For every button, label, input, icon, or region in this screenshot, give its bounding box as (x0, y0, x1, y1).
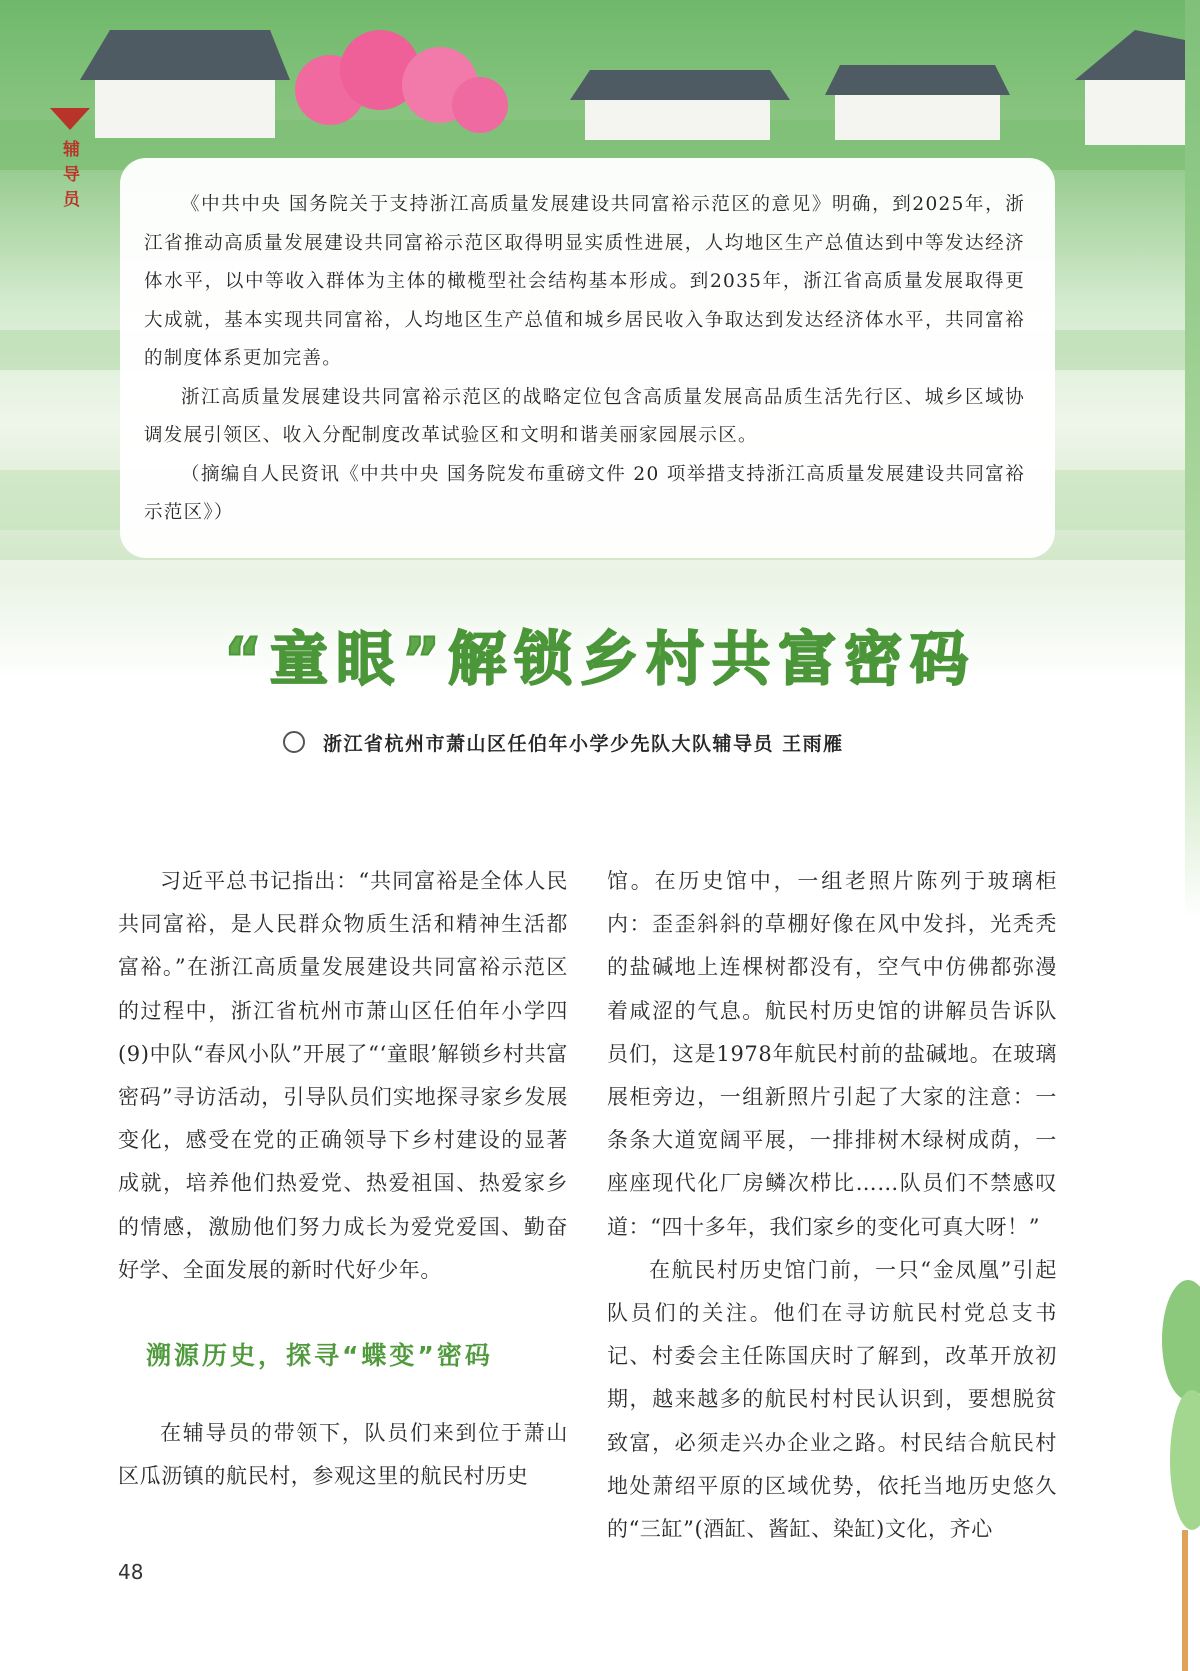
quote-source: （摘编自人民资讯《中共中央 国务院发布重磅文件 20 项举措支持浙江高质量发展建设共同富裕示范区》） (144, 463, 1025, 523)
left-column (118, 860, 568, 1498)
section-paragraph: 在辅导员的带领下，队员们来到位于萧山区瓜沥镇的航民村，参观这里的航民村历史 (118, 1421, 568, 1489)
house-right (825, 65, 1010, 140)
house-middle (570, 70, 790, 140)
quote-paragraph: 浙江高质量发展建设共同富裕示范区的战略定位包含高质量发展高品质生活先行区、城乡区域协调发展引领区、收入分配制度改革试验区和文明和谐美丽家园展示区。 (144, 386, 1025, 446)
byline (283, 727, 844, 757)
article-title: “童眼”解锁乡村共富密码 (223, 625, 977, 693)
intro-paragraph: 习近平总书记指出：“共同富裕是全体人民共同富裕，是人民群众物质生活和精神生活都富裕。”在浙江高质量发展建设共同富裕示范区的过程中，浙江省杭州市萧山区任伯年小学四(9)中队“春风小队”开展了“‘童眼’解锁乡村共富密码”寻访活动，引导队员们实地探寻家乡发展变化，感受在党的正确领导下乡村建设的显著成就，培养他们热爱党、热爱祖国、热爱家乡的情感，激励他们努力成长为爱党爱国、勤奋好学、全面发展的新时代好少年。 (118, 869, 568, 1282)
house-left (80, 30, 290, 138)
author-line: 浙江省杭州市萧山区任伯年小学少先队大队辅导员 王雨雁 (323, 732, 844, 755)
body-paragraph: 馆。在历史馆中，一组老照片陈列于玻璃柜内：歪歪斜斜的草棚好像在风中发抖，光秃秃的盐碱地上连棵树都没有，空气中仿佛都弥漫着咸涩的气息。航民村历史馆的讲解员告诉队员们，这是1978年航民村前的盐碱地。在玻璃展柜旁边，一组新照片引起了大家的注意：一条条大道宽阔平展，一排排树木绿树成荫，一座座现代化厂房鳞次栉比……队员们不禁感叹道：“四十多年，我们家乡的变化可真大呀！” (607, 869, 1057, 1239)
section-heading: 溯源历史，探寻“蝶变”密码 (146, 1341, 493, 1371)
body-paragraph: 在航民村历史馆门前，一只“金凤凰”引起队员们的关注。他们在寻访航民村党总支书记、村委会主任陈国庆时了解到，改革开放初期，越来越多的航民村村民认识到，要想脱贫致富，必须走兴办企业之路。村民结合航民村地处萧绍平原的区域优势，依托当地历史悠久的“三缸”(酒缸、酱缸、染缸)文化，齐心 (607, 1257, 1057, 1542)
right-column (607, 860, 1057, 1551)
triangle-marker-icon (50, 108, 90, 132)
policy-quote-box (120, 158, 1055, 558)
circle-bullet-icon (283, 731, 305, 753)
column-label: 辅导员 (59, 140, 79, 215)
page-number: 48 (118, 1560, 144, 1584)
quote-paragraph: 《中共中央 国务院关于支持浙江高质量发展建设共同富裕示范区的意见》明确，到2025年，浙江省推动高质量发展建设共同富裕示范区取得明显实质性进展，人均地区生产总值达到中等发达经济体水平，以中等收入群体为主体的橄榄型社会结构基本形成。到2035年，浙江省高质量发展取得更大成就，基本实现共同富裕，人均地区生产总值和城乡居民收入争取达到发达经济体水平，共同富裕的制度体系更加完善。 (144, 194, 1025, 369)
tree-edge-decoration (1158, 1280, 1200, 1671)
